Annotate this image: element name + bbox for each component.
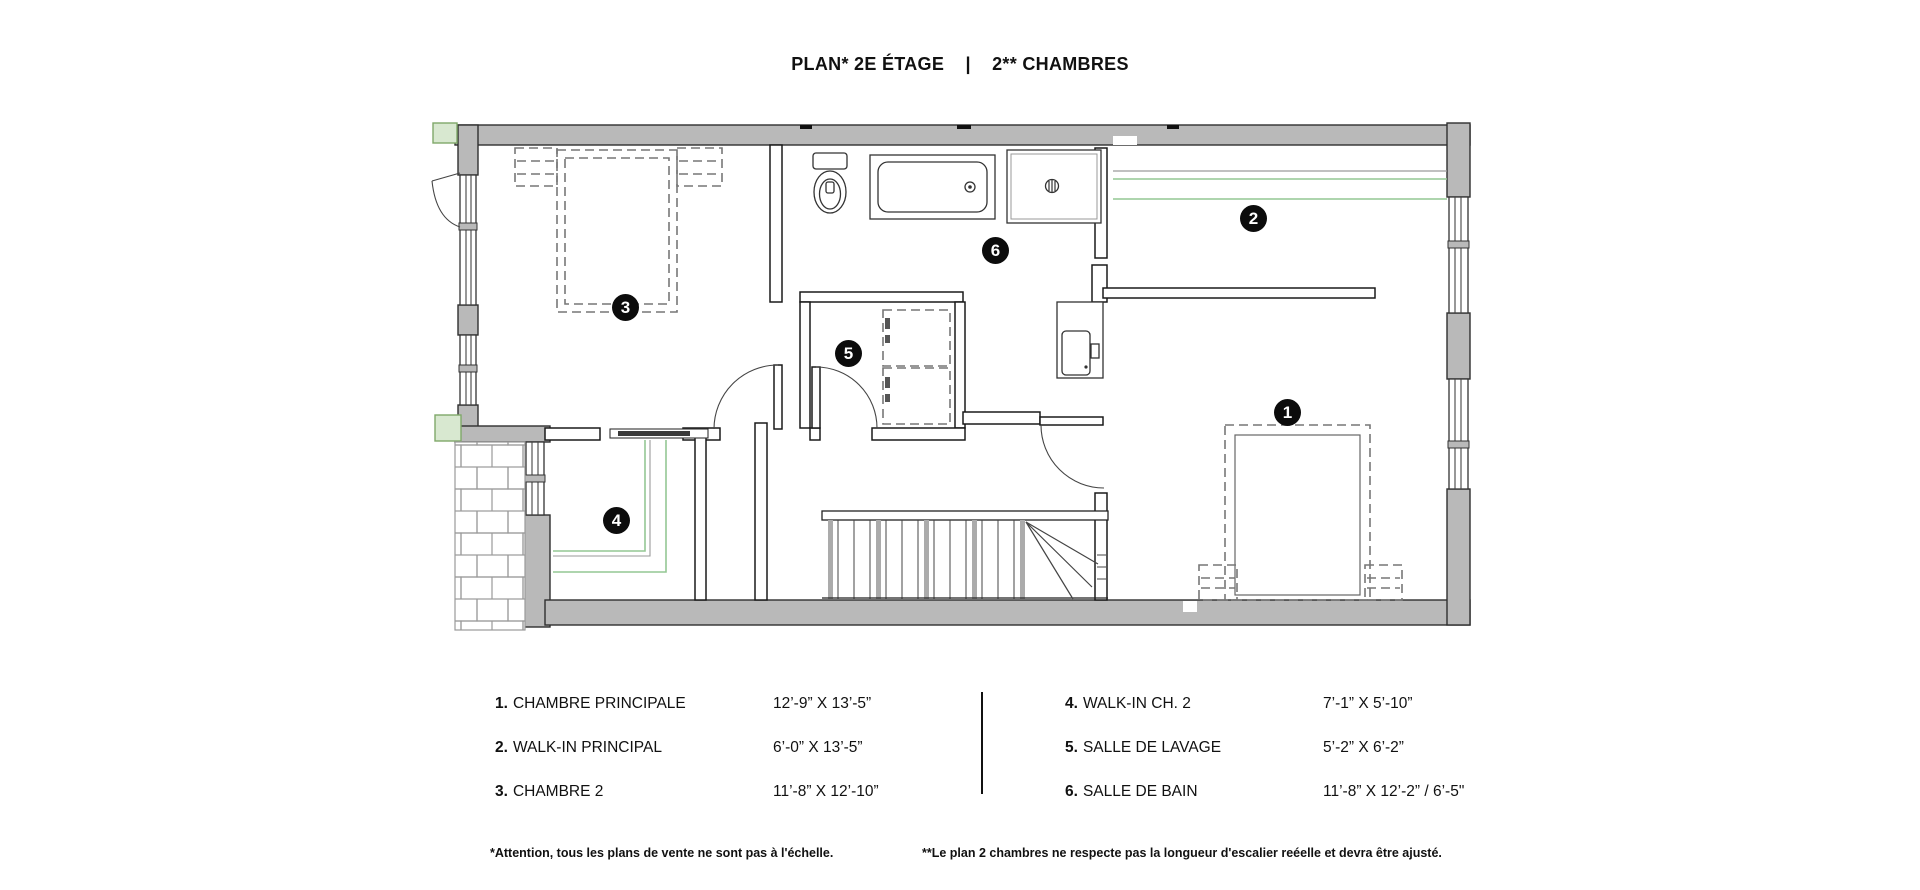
room-badge-salle-de-lavage: 5 [835, 340, 862, 367]
legend-num: 1. [495, 695, 508, 712]
legend-dims: 12’-9” X 13’-5” [773, 695, 872, 712]
legend-name: WALK-IN PRINCIPAL [512, 739, 662, 756]
casement-swing-icon [432, 173, 460, 227]
brick-facade [455, 442, 525, 630]
pocket-door [610, 429, 708, 438]
legend-item-walk-in-ch-2 [1065, 695, 1413, 713]
bed-chambre-2 [515, 148, 722, 312]
toilet-icon [813, 153, 847, 213]
legend-name: CHAMBRE 2 [512, 783, 604, 800]
floor-plan-drawing [430, 115, 1510, 645]
legend-num: 5. [1065, 739, 1078, 756]
legend-num: 3. [495, 783, 508, 800]
washer-dryer-icon [883, 310, 950, 424]
staircase [822, 511, 1108, 599]
title-sub: 2** CHAMBRES [992, 54, 1129, 74]
legend-dims: 11’-8” X 12’-10” [773, 783, 879, 800]
legend-dims: 6’-0” X 13’-5” [773, 739, 863, 756]
legend-name: SALLE DE BAIN [1082, 783, 1198, 800]
green-markers [433, 123, 461, 441]
room-badge-walk-in-ch-2: 4 [603, 507, 630, 534]
legend-name: CHAMBRE PRINCIPALE [512, 695, 686, 712]
footnote-scale: *Attention, tous les plans de vente ne sont pas à l'échelle. [490, 846, 834, 860]
legend-num: 2. [495, 739, 508, 756]
room-badge-chambre-2: 3 [612, 294, 639, 321]
room-badge-walk-in-principal: 2 [1240, 205, 1267, 232]
legend-num: 4. [1065, 695, 1078, 712]
bathtub-icon [870, 155, 995, 219]
door-swings [714, 365, 1104, 488]
room-badge-chambre-principale: 1 [1274, 399, 1301, 426]
bed-principale [1199, 425, 1402, 600]
title-main: PLAN* 2E ÉTAGE [791, 54, 945, 74]
legend-dims: 7’-1” X 5’-10” [1323, 695, 1413, 712]
shower-icon [1007, 150, 1101, 223]
legend-name: SALLE DE LAVAGE [1082, 739, 1222, 756]
room-badge-salle-de-bain: 6 [982, 237, 1009, 264]
legend-item-chambre-principale [495, 695, 872, 713]
legend-dims: 5’-2” X 6’-2” [1323, 739, 1404, 756]
legend-item-chambre-2 [495, 783, 879, 801]
legend-num: 6. [1065, 783, 1078, 800]
page-title [0, 54, 1920, 75]
legend-item-salle-de-lavage [1065, 739, 1404, 757]
legend-item-salle-de-bain [1065, 783, 1465, 801]
legend-item-walk-in-principal [495, 739, 863, 757]
title-separator: | [965, 54, 971, 74]
legend-dims: 11’-8” X 12’-2” / 6’-5" [1323, 783, 1465, 800]
footnote-stairs: **Le plan 2 chambres ne respecte pas la longueur d'escalier reéelle et devra être ajusté. [922, 846, 1442, 860]
legend-name: WALK-IN CH. 2 [1082, 695, 1191, 712]
legend-divider [981, 692, 983, 794]
vanity-sink-icon [1057, 302, 1103, 378]
